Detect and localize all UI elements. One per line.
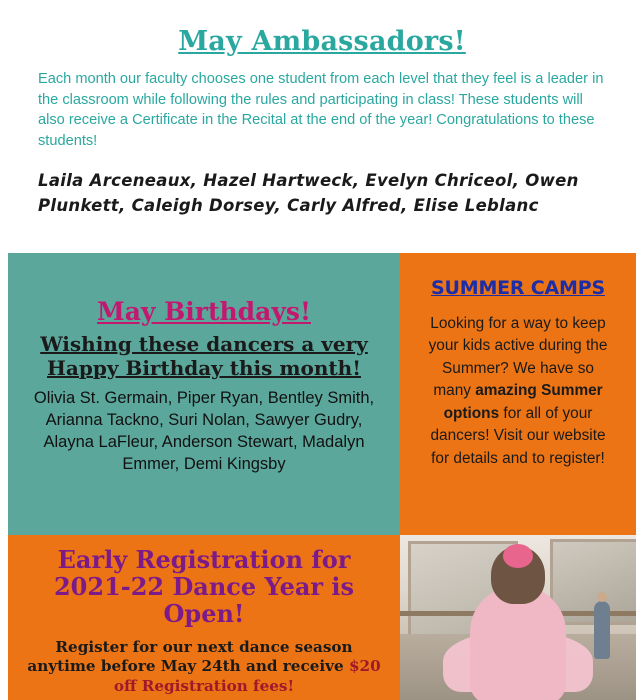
early-registration-panel: [8, 535, 400, 700]
background-dancer: [594, 601, 610, 659]
ambassadors-title: May Ambassadors!: [178, 26, 466, 57]
summer-camps-body: [422, 313, 614, 470]
summer-camps-body-bold: amazing Summer options: [443, 382, 603, 422]
panels-row-top: [8, 253, 636, 535]
early-registration-highlight: $20 off Registration fees!: [113, 657, 381, 695]
early-registration-title: Early Registration for 2021-22 Dance Year is Open!: [53, 545, 355, 628]
ambassadors-body: Each month our faculty chooses one student from each level that they feel is a leader in the classroom while following the rules and participating in class! These students will also receive a Certificate in the Recital at the end of the year! Congratulations to these students!: [38, 71, 604, 150]
birthdays-subtitle: Wishing these dancers a very Happy Birthday this month!: [40, 332, 368, 381]
ambassadors-names: Laila Arceneaux, Hazel Hartweck, Evelyn Chriceol, Owen Plunkett, Caleigh Dorsey, Carly Alfred, Elise Leblanc: [38, 170, 579, 216]
ambassadors-section: [0, 0, 644, 219]
early-registration-body-text: Register for our next dance season anytime before May 24th and receive: [27, 637, 353, 676]
birthdays-names: Olivia St. Germain, Piper Ryan, Bentley Smith, Arianna Tackno, Suri Nolan, Sawyer Gudry, Alayna LaFleur, Anderson Stewart, Madalyn Emmer, Demi Kingsby: [33, 388, 375, 474]
panels-grid: [8, 253, 636, 700]
summer-camps-panel: [400, 253, 636, 535]
summer-camps-title[interactable]: SUMMER CAMPS: [431, 277, 605, 299]
early-registration-body: [20, 638, 388, 696]
studio-photo: [400, 535, 636, 700]
dancer-hair-bow: [503, 544, 533, 568]
summer-camps-body-part2: for all of your dancers! Visit our website for details and to register!: [430, 404, 606, 467]
birthdays-panel: [8, 253, 400, 535]
birthdays-title: May Birthdays!: [97, 297, 311, 326]
panels-row-bottom: [8, 535, 636, 700]
summer-camps-body-part1: Looking for a way to keep your kids active during the Summer? We have so many: [428, 315, 608, 400]
